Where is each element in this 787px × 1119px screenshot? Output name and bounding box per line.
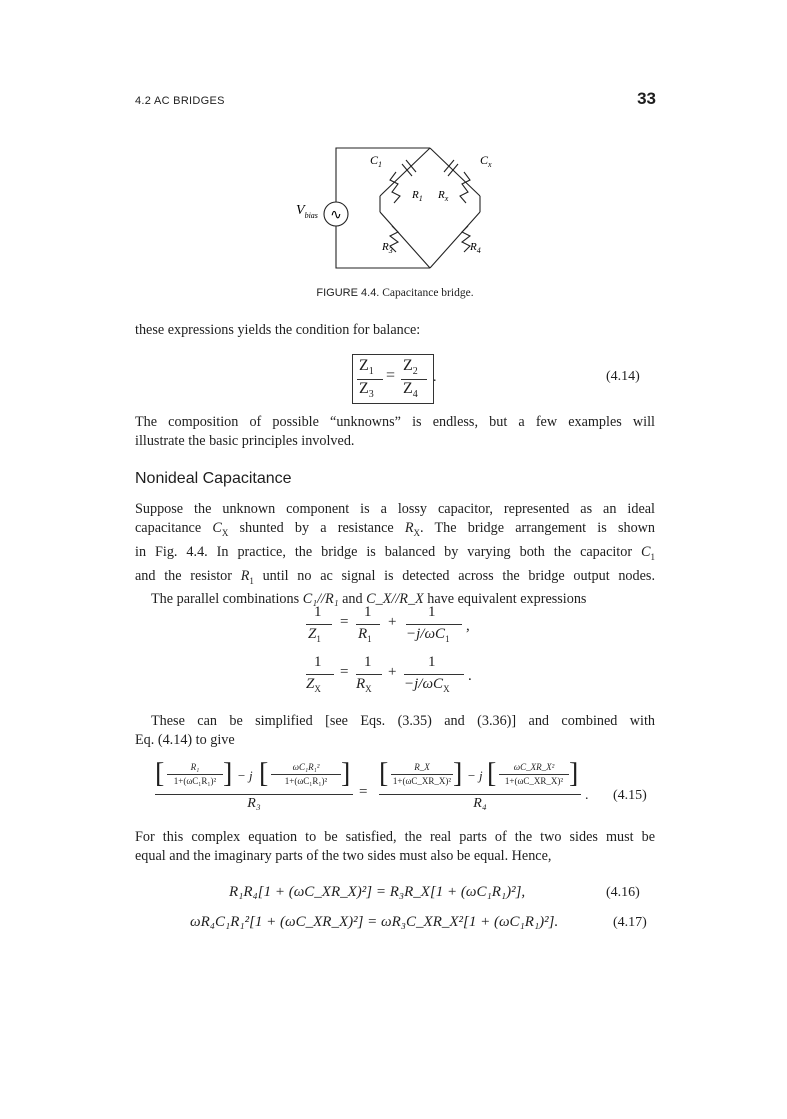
z3: $Z_3$	[359, 380, 374, 401]
capacitance-bridge-figure	[270, 140, 510, 280]
z2: $Z_2$	[403, 357, 418, 378]
paragraph-real-imag: For this complex equation to be satisfied, the real parts of the two sides must be equal and the imaginary parts of the two sides must also be equal. Hence,	[135, 829, 655, 864]
paragraph-simplified: These can be simplified [see Eqs. (3.35) and (3.36)] and combined with Eq. (4.14) to give	[135, 713, 655, 748]
paragraph-nonideal: Suppose the unknown component is a lossy capacitor, represented as an ideal capacitance $C_X$ shunted by a resistance $R_X$. The bridge arrangement is shown in Fig. 4.4. In practice, the bridge is balanced by varying both the capacitor $C_1$ and the resistor $R_1$ until no ac signal is detected across the bridge output nodes. The parallel combinations C₁//R₁ and C_X//R_X have equivalent expressions	[135, 501, 656, 608]
equation-number-4-17: (4.17)	[613, 915, 647, 930]
paragraph-intro: these expressions yields the condition for balance:	[135, 322, 421, 338]
figure-caption	[135, 287, 655, 299]
running-head: 4.2 AC BRIDGES	[135, 95, 225, 107]
caption-label: FIGURE 4.4.	[316, 287, 380, 299]
equation-4-15: [ R₁ 1+(ωC₁R₁)² ] − j [ ωC₁R₁² 1+(ωC₁R₁)² ] R₃ = [ R_X 1+(ωC_XR_X)² ] − j [ ωC_XR_X² 1+(ωC_XR_X)² ] R₄ .	[155, 758, 589, 811]
label-r1: $R_1$	[412, 189, 423, 203]
z1: $Z_1$	[359, 357, 374, 378]
equation-4-17: ωR₄C₁R₁²[1 + (ωC_XR_X)²] = ωR₃C_XR_X²[1 + (ωC₁R₁)²].	[190, 914, 559, 930]
page-number: 33	[637, 89, 656, 108]
label-vbias: $V_{bias}$	[296, 203, 318, 220]
label-r3: $R_3$	[382, 241, 393, 255]
label-c1: $C_1$	[370, 153, 383, 169]
ac-source-symbol: ∿	[330, 208, 342, 223]
section-title: Nonideal Capacitance	[135, 470, 292, 487]
equation-4-14-box	[352, 354, 434, 404]
z4: $Z_4$	[403, 380, 418, 401]
eq-dot: .	[433, 370, 437, 385]
equation-z1: 1 $Z_1$ = 1 $R_1$ + 1 $-j/\omega C_1$ ,	[308, 604, 470, 644]
equation-4-16: R₁R₄[1 + (ωC_XR_X)²] = R₃R_X[1 + (ωC₁R₁)²],	[229, 884, 526, 900]
equals: =	[386, 367, 396, 384]
label-cx: $C_x$	[480, 153, 492, 169]
label-rx: $R_x$	[438, 189, 449, 203]
label-r4: $R_4$	[470, 241, 481, 255]
paragraph-unknowns: The composition of possible “unknowns” is endless, but a few examples will illustrate the basic principles involved.	[135, 414, 655, 449]
caption-text: Capacitance bridge.	[382, 287, 474, 299]
equation-number-4-16: (4.16)	[606, 885, 640, 900]
equation-number-4-14: (4.14)	[606, 369, 640, 384]
equation-zx: 1 $Z_X$ = 1 $R_X$ + 1 $-j/\omega C_X$ .	[306, 654, 472, 694]
equation-number-4-15: (4.15)	[613, 788, 647, 803]
